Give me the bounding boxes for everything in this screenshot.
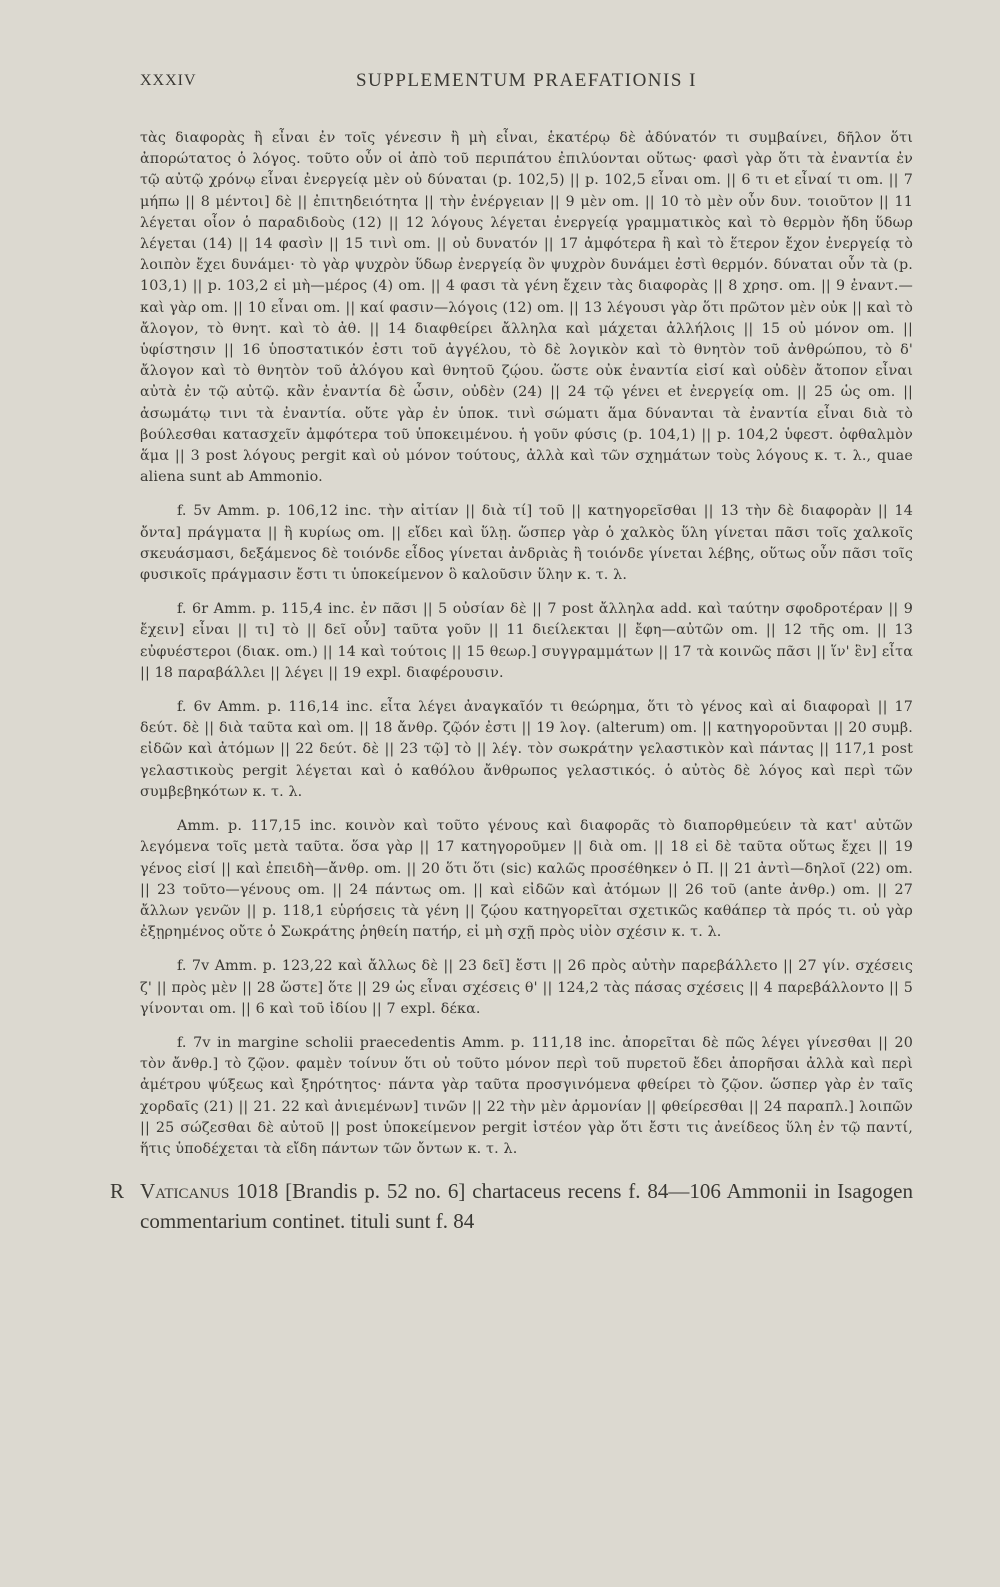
page-number: XXXIV bbox=[140, 72, 197, 89]
paragraph-3: f. 6r Amm. p. 115,4 inc. ἐν πᾶσι || 5 οὐσίαν δὲ || 7 post ἄλληλα add. καὶ ταύτην σφοδροτέραν || 9 ἔχειν] εἶναι || τι] τὸ || δεῖ οὖν] ταῦτα γοῦν || 11 διείλεκται || ἔφη—αὐτῶν om. || 12 τῆς om. || 13 εὐφυέστεροι (διακ. om.) || 14 καὶ τούτοις || 15 θεωρ.] συγγραμμάτων || 17 τὰ κοινῶς πᾶσι || ἵν' ἓν] εἶτα || 18 παραβάλλει || λέγει || 19 expl. διαφέρουσιν. bbox=[140, 601, 913, 681]
paragraph-6: f. 7v Amm. p. 123,22 καὶ ἄλλως δὲ || 23 δεῖ] ἔστι || 26 πρὸς αὐτὴν παρεβάλλετο || 27 γίν. σχέσεις ζ' || πρὸς μὲν || 28 ὥστε] ὅτε || 29 ὡς εἶναι σχέσεις θ' || 124,2 τὰς πάσας σχέσεις || 4 παρεβάλλοντο || 5 γίνονται om. || 6 καὶ τοῦ ἰδίου || 7 expl. δέκα. bbox=[140, 958, 913, 1017]
paragraph-5: Amm. p. 117,15 inc. κοινὸν καὶ τοῦτο γένους καὶ διαφορᾶς τὸ διαπορθμεύειν τὰ κατ' αὐτῶν λεγόμενα τοῖς μετὰ ταῦτα. ὅσα γὰρ || 17 κατηγοροῦμεν || διὰ om. || 18 εἰ δὲ ταῦτα οὕτως ἔχει || 19 γένος εἰσί || καὶ ἐπειδὴ—ἄνθρ. om. || 20 ὅτι ὅτι (sic) καλῶς προσέθηκεν ὁ Π. || 21 ἀντὶ—δηλοῖ (22) om. || 23 τοῦτο—γένους om. || 24 πάντως om. || καὶ εἰδῶν καὶ ἀτόμων || 26 τοῦ (ante ἀνθρ.) om. || 27 ἄλλων γενῶν || p. 118,1 εὑρήσεις τὰ γένη || ζῴου κατηγορεῖται σχετικῶς καθάπερ τὰ πρός τι. οὐ γὰρ ἐξῃρημένος οὔτε ὁ Σωκράτης ῥηθείη πατήρ, εἰ μὴ σχῇ πρὸς υἱὸν σχέσιν κ. τ. λ. bbox=[140, 818, 913, 941]
paragraph-7: f. 7v in margine scholii praecedentis Amm. p. 111,18 inc. ἀπορεῖται δὲ πῶς λέγει γίνεσθαι || 20 τὸν ἄνθρ.] τὸ ζῷον. φαμὲν τοίνυν ὅτι οὐ τοῦτο μόνον περὶ τοῦ πυρετοῦ ἔδει ἀπορῆσαι ἀλλὰ καὶ περὶ ἀμέτρου ψύξεως καὶ ξηρότητος· πάντα γὰρ ταῦτα προσγινόμενα φθείρει τὸ ζῷον. ὥσπερ γὰρ ἐν ταῖς χορδαῖς (21) || 21. 22 καὶ ἀνιεμένων] τινῶν || 22 τὴν μὲν ἁρμονίαν || φθείρεσθαι || 24 παραπλ.] λοιπῶν || 25 σώζεσθαι δὲ αὐτοῦ || post ὑποκείμενον pergit ἰστέον γὰρ ὅτι ἔστι τις ἀνείδεος ὕλη ἐν τῷ παντί, ἥτις ὑποδέχεται τὰ εἴδη πάντων τῶν ὄντων κ. τ. λ. bbox=[140, 1034, 913, 1157]
running-head: SUPPLEMENTUM PRAEFATIONIS I bbox=[355, 70, 697, 91]
page-header bbox=[140, 72, 913, 102]
codex-name: Vaticanus bbox=[140, 1179, 230, 1203]
paragraph-1: τὰς διαφορὰς ἢ εἶναι ἐν τοῖς γένεσιν ἢ μὴ εἶναι, ἑκατέρῳ δὲ ἀδύνατόν τι συμβαίνει, δῆλον ὅτι ἀπορώτατος ὁ λόγος. τοῦτο οὖν οἱ ἀπὸ τοῦ περιπάτου ἐπιλύονται οὕτως· φασὶ γὰρ ὅτι τὰ ἐναντία ἐν τῷ αὐτῷ χρόνῳ εἶναι ἐνεργείᾳ μὲν οὐ δύναται (p. 102,5) || p. 102,5 εἶναι om. || 6 τι et εἶναί τι om. || 7 μήπω || 8 μέντοι] δὲ || ἐπιτηδειότητα || τὴν ἐνέργειαν || 9 μὲν om. || 10 τὸ μὲν οὖν δυν. τοιοῦτον || 11 λέγεται οἷον ὁ παραδιδοὺς (12) || 12 λόγους λέγεται ἐνεργείᾳ γραμματικὸς καὶ τὸ θερμὸν ἤδη ὕδωρ λέγεται (14) || 14 φασὶν || 15 τινὶ om. || οὐ δυνατόν || 17 ἀμφότερα ἢ καὶ τὸ ἕτερον ἔχον ἐνεργείᾳ τὸ λοιπὸν ἔχει δυνάμει· τὸ γὰρ ψυχρὸν ὕδωρ ἐνεργείᾳ ὂν ψυχρὸν δυνάμει ἐστὶ θερμόν. δύναται οὖν τὰ (p. 103,1) || p. 103,2 εἰ μὴ—μέρος (4) om. || 4 φασι τὰ γένη ἔχειν τὰς διαφορὰς || 8 χρησ. om. || 9 ἐναντ.—καὶ γὰρ om. || 10 εἶναι om. || καί φασιν—λόγοις (12) om. || 13 λέγουσι γὰρ ὅτι πρῶτον μὲν οὐκ || καὶ τὸ ἄλογον, τὸ θνητ. καὶ τὸ ἀθ. || 14 διαφθείρει ἄλληλα καὶ μάχεται ἀλλήλοις || 15 οὐ μόνον om. || ὑφίστησιν || 16 ὑποστατικόν ἐστι τοῦ ἀγγέλου, τὸ δὲ λογικὸν καὶ τὸ θνητὸν τοῦ ἀνθρώπου, τὸ δ' ἄλογον καὶ τὸ θνητὸν τοῦ ἀλόγου καὶ θνητοῦ ζῴου. ὥστε οὐκ ἐναντία εἰσί καὶ οὐδὲν ἄτοπον εἶναι αὐτὰ ἐν τῷ αὐτῷ. κἂν ἐναντία δὲ ὦσιν, οὐδὲν (24) || 24 τῷ γένει et ἐνεργείᾳ om. || 25 ὡς om. || ἀσωμάτῳ τινι τὰ ἐναντία. οὔτε γὰρ ἐν ὑποκ. τινὶ σώματι ἅμα δύνανται τὰ ἐναντία εἶναι διὰ τὸ βούλεσθαι κατασχεῖν ἀμφότερα τοῦ ὑποκειμένου. ἡ γοῦν φύσις (p. 104,1) || p. 104,2 ὑφεστ. ὀφθαλμὸν ἅμα || 3 post λόγους pergit καὶ οὐ μόνον τούτους, ἀλλὰ καὶ τῶν σχημάτων τοὺς λόγους κ. τ. λ., quae aliena sunt ab Ammonio. bbox=[140, 130, 913, 486]
paragraph-2: f. 5v Amm. p. 106,12 inc. τὴν αἰτίαν || διὰ τί] τοῦ || κατηγορεῖσθαι || 13 τὴν δὲ διαφορὰν || 14 ὄντα] πράγματα || ἢ κυρίως om. || εἴδει καὶ ὕλῃ. ὥσπερ γὰρ ὁ χαλκὸς ὕλη γίνεται πᾶσι τοῖς χαλκοῖς σκευάσμασι, δεξάμενος δὲ τοιόνδε εἶδος γίνεται ἀνδριὰς ἢ τοιόνδε γίνεται λέβης, οὕτως οὖν πᾶσι τοῖς φυσικοῖς πράγμασιν ἔστι τι ὑποκείμενον ὃ καλοῦσιν ὕλην κ. τ. λ. bbox=[140, 503, 913, 584]
paragraph-4: f. 6v Amm. p. 116,14 inc. εἶτα λέγει ἀναγκαῖόν τι θεώρημα, ὅτι τὸ γένος καὶ αἱ διαφοραὶ || 17 δεύτ. δὲ || διὰ ταῦτα καὶ om. || 18 ἄνθρ. ζῷόν ἐστι || 19 λογ. (alterum) om. || κατηγοροῦνται || 20 συμβ. εἰδῶν καὶ ἀτόμων || 22 δεύτ. δὲ || 23 τῷ] τὸ || λέγ. τὸν σωκράτην γελαστικὸν καὶ πάντας || 117,1 post γελαστικοὺς pergit λέγεται καὶ ὁ καθόλου ἄνθρωπος γελαστικός. ὁ αὐτὸς δὲ λόγος καὶ περὶ τῶν συμβεβηκότων κ. τ. λ. bbox=[140, 699, 913, 800]
apparatus-text bbox=[140, 128, 913, 1160]
codex-description: 1018 [Brandis p. 52 no. 6] chartaceus recens f. 84—106 Ammonii in Isagogen commentarium continet. tituli sunt f. 84 bbox=[140, 1179, 913, 1233]
codex-entry bbox=[110, 1176, 913, 1236]
codex-sigil: R bbox=[110, 1179, 125, 1203]
